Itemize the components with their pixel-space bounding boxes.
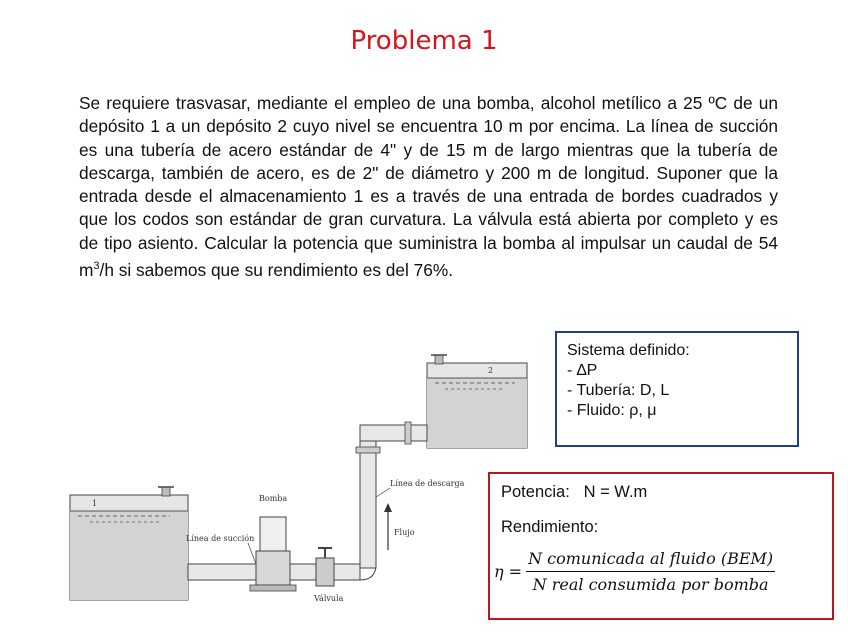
tank-1-label: 1: [92, 499, 98, 508]
pump: [250, 517, 296, 591]
fraction-numerator: N comunicada al fluido (BEM): [528, 549, 774, 568]
efficiency-fraction: [526, 549, 775, 594]
tank-1: [70, 487, 188, 600]
discharge-line-label: Línea de descarga: [390, 479, 465, 488]
problem-text: Se requiere trasvasar, mediante el empleo de una bomba, alcohol metílico a 25 ºC de un depósito 1 a un depósito 2 cuyo nivel se encuentra 10 m por encima. La línea de succión es una tubería de acero estándar de 4" y de 15 m de largo mientras que la tubería de descarga, también de acero, es de 2" de diámetro y 200 m de longitud. Suponer que la entrada desde el almacenamiento 1 es a través de una entrada de bordes cuadrados y que los codos son estándar de gran curvatura. La válvula está abierta por completo y es de tipo asiento. Calcular la potencia que suministra la bomba al impulsar un caudal de 54 m: [79, 93, 778, 280]
tank-2-label: 2: [488, 366, 494, 375]
pumping-system-diagram: [60, 345, 494, 610]
problem-text-end: /h si sabemos que su rendimiento es del 76%.: [99, 259, 454, 280]
fraction-denominator: N real consumida por bomba: [532, 575, 769, 594]
system-heading: Sistema definido:: [567, 342, 690, 359]
power-label: Potencia:: [501, 483, 570, 501]
flow-label: Flujo: [394, 528, 415, 537]
power-formula: N = W.m: [583, 483, 648, 501]
system-item: - Tubería: D, L: [567, 382, 670, 399]
defined-system-box: [555, 331, 799, 447]
problem-statement: [79, 92, 778, 282]
power-line: [501, 483, 647, 502]
efficiency-label: Rendimiento:: [501, 518, 599, 536]
power-efficiency-box: [488, 472, 834, 620]
page-title: Problema 1: [350, 26, 498, 56]
eta-symbol: η =: [494, 562, 523, 581]
valve-label: Válvula: [314, 594, 344, 603]
valve: [316, 548, 334, 586]
tank-2: [427, 355, 527, 448]
pump-label: Bomba: [259, 494, 288, 503]
efficiency-formula: [494, 549, 775, 594]
system-item: - Fluido: ρ, μ: [567, 402, 657, 419]
suction-line-label: Línea de succión: [186, 534, 255, 543]
unit-superscript: 3: [93, 260, 100, 273]
elbow-top: [360, 425, 427, 441]
system-item: - ∆P: [567, 362, 598, 379]
